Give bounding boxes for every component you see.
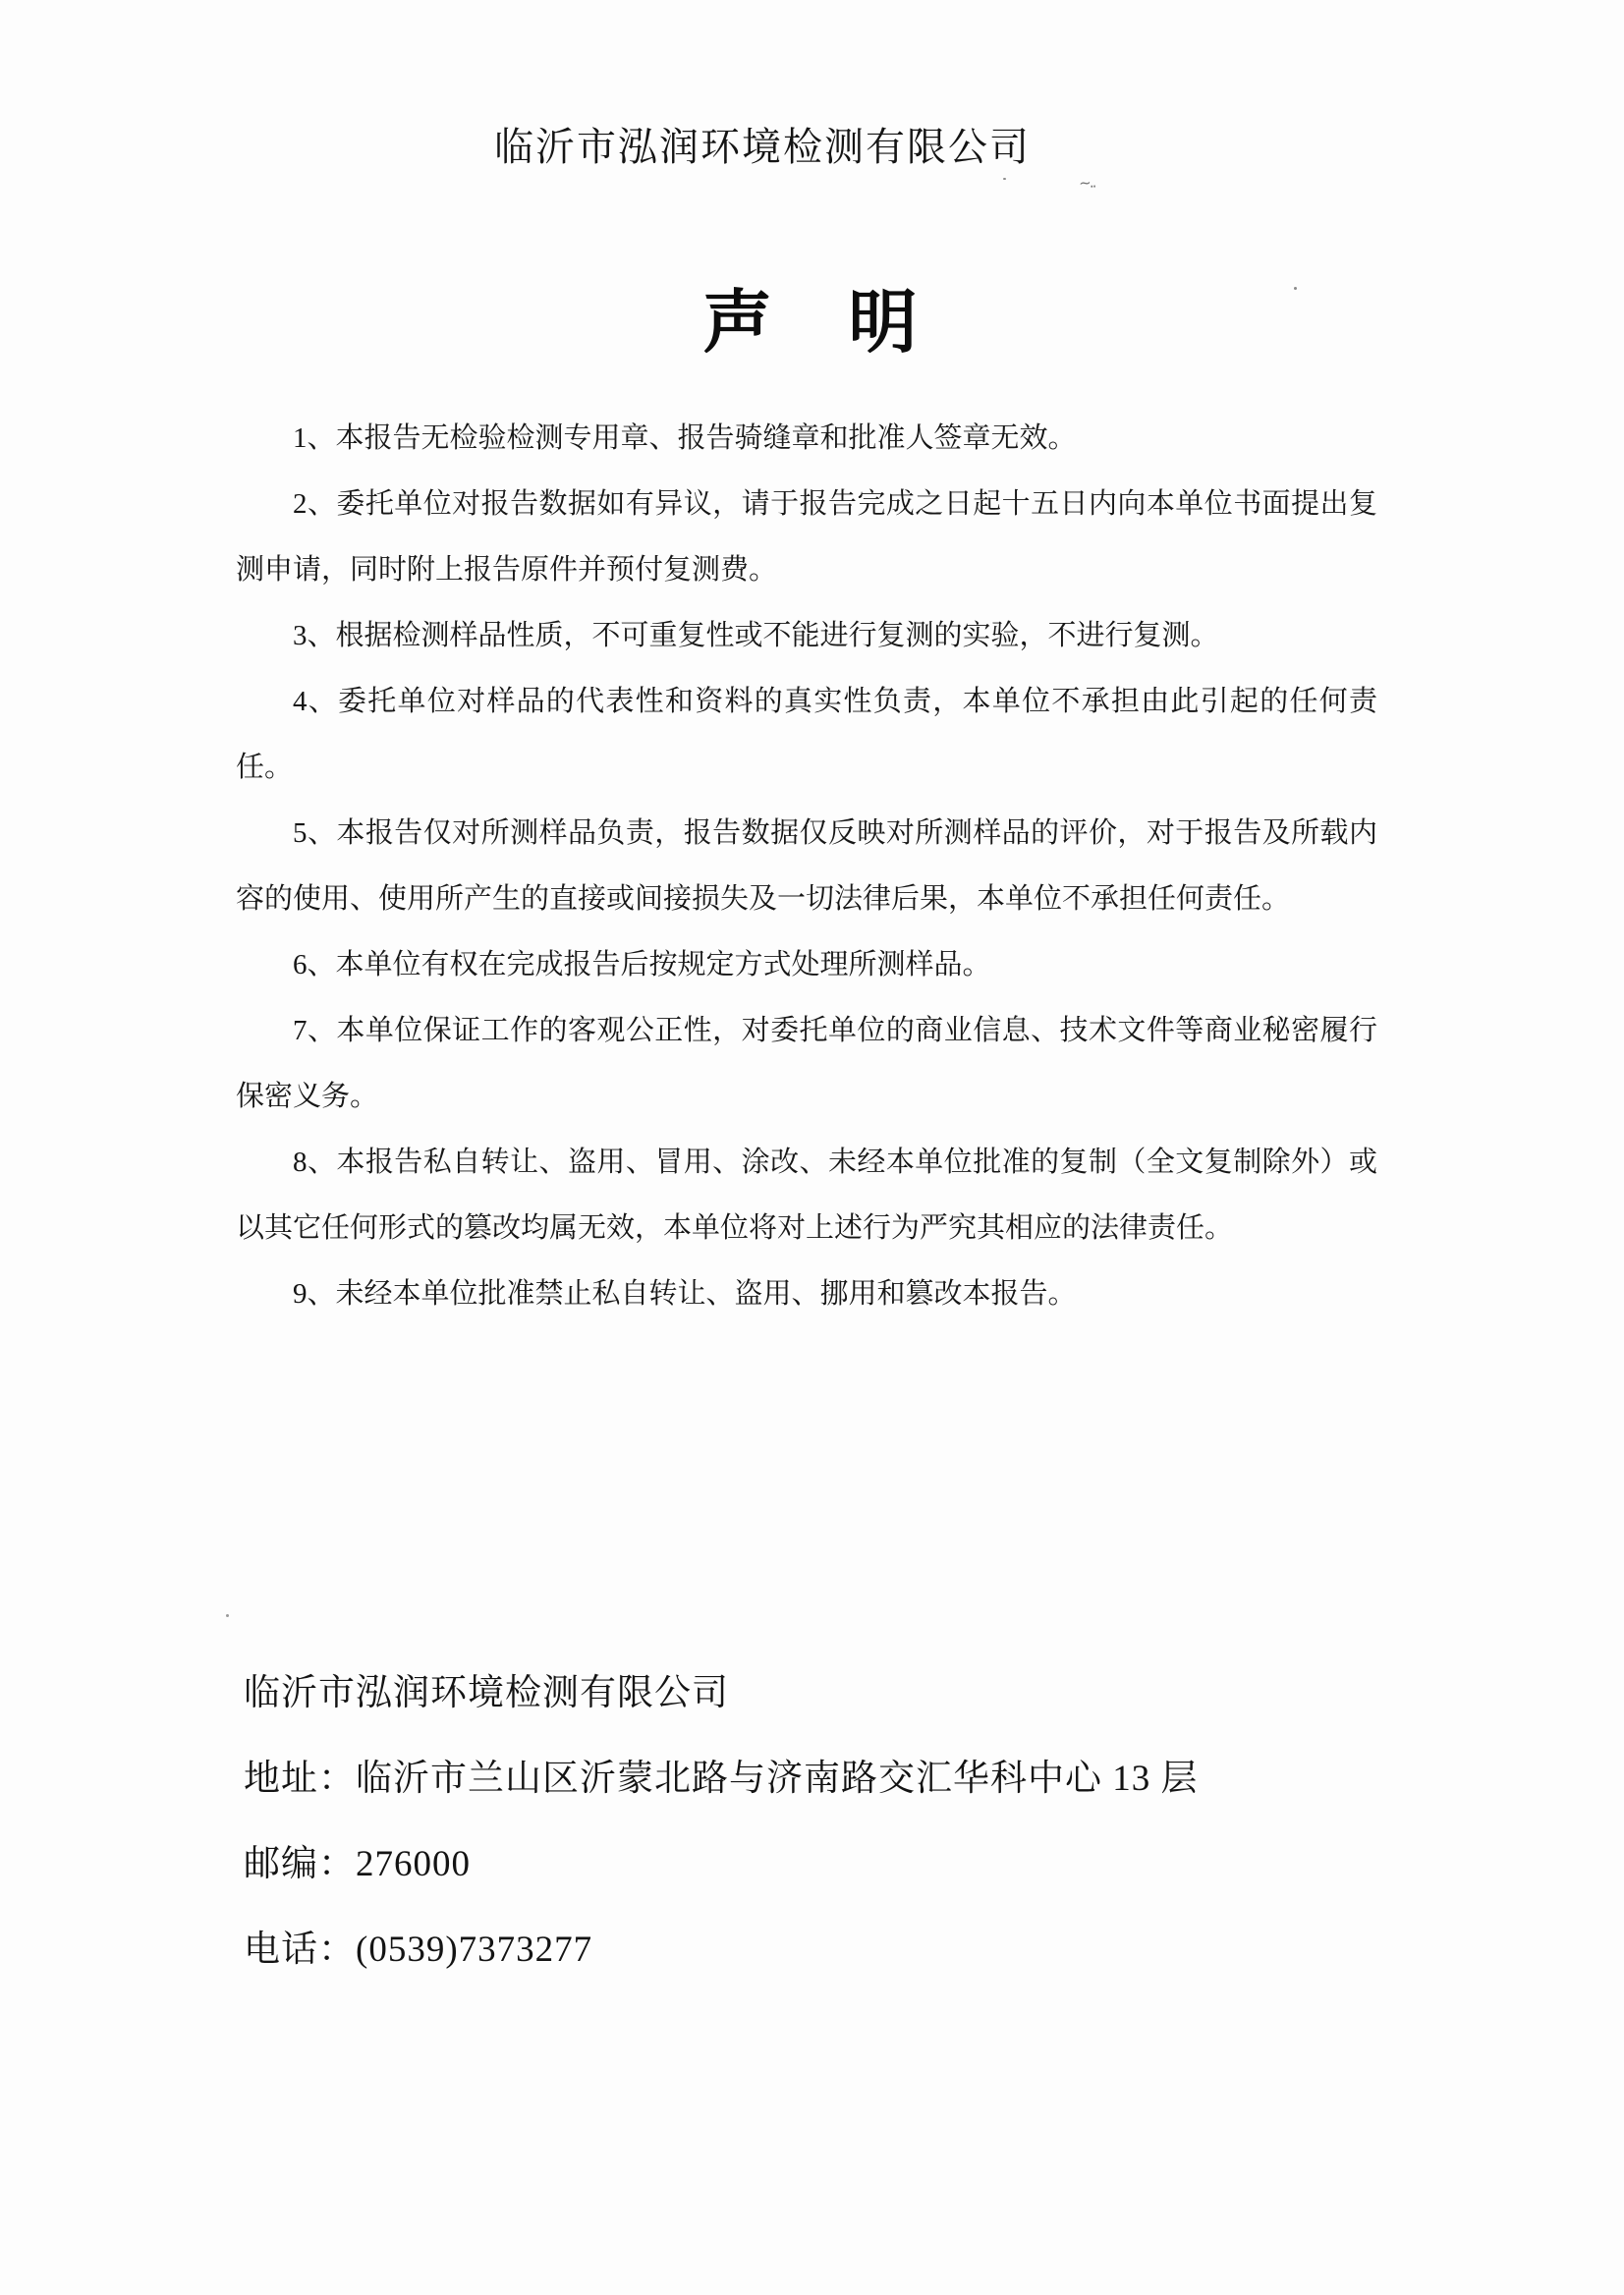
statement-item: 1、本报告无检验检测专用章、报告骑缝章和批准人签章无效。 bbox=[293, 422, 1077, 454]
statement-item: 6、本单位有权在完成报告后按规定方式处理所测样品。 bbox=[293, 949, 991, 980]
footer-address: 地址：临沂市兰山区沂蒙北路与济南路交汇华科中心 13 层 bbox=[244, 1759, 1199, 1799]
scan-speck bbox=[226, 1614, 229, 1617]
page-title: 声 明 bbox=[702, 286, 922, 362]
statement-item: 2、委托单位对报告数据如有异议，请于报告完成之日起十五日内向本单位书面提出复测申请，同时附上报告原件并预付复测费。 bbox=[236, 488, 1377, 586]
page-header-company-name: 临沂市泓润环境检测有限公司 bbox=[494, 125, 1031, 169]
statement-items-list bbox=[236, 406, 1377, 1327]
statement-item: 5、本报告仅对所测样品负责，报告数据仅反映对所测样品的评价，对于报告及所载内容的使用、使用所产生的直接或间接损失及一切法律后果，本单位不承担任何责任。 bbox=[236, 817, 1377, 915]
statement-item: 8、本报告私自转让、盗用、冒用、涂改、未经本单位批准的复制（全文复制除外）或以其它任何形式的篡改均属无效，本单位将对上述行为严究其相应的法律责任。 bbox=[236, 1147, 1377, 1244]
scan-speck bbox=[1003, 178, 1006, 180]
statement-item: 9、未经本单位批准禁止私自转让、盗用、挪用和篡改本报告。 bbox=[293, 1278, 1077, 1310]
footer-phone: 电话：(0539)7373277 bbox=[244, 1930, 593, 1970]
scan-smudge-artifact: ~.. bbox=[1078, 173, 1095, 193]
statement-item: 7、本单位保证工作的客观公正性，对委托单位的商业信息、技术文件等商业秘密履行保密义务。 bbox=[236, 1015, 1377, 1112]
footer-company-name: 临沂市泓润环境检测有限公司 bbox=[244, 1673, 729, 1713]
footer-postal-code: 邮编：276000 bbox=[244, 1844, 471, 1884]
statement-item: 4、委托单位对样品的代表性和资料的真实性负责，本单位不承担由此引起的任何责任。 bbox=[236, 686, 1377, 783]
statement-item: 3、根据检测样品性质，不可重复性或不能进行复测的实验，不进行复测。 bbox=[293, 620, 1219, 651]
footer-contact-block bbox=[244, 1651, 1199, 1992]
